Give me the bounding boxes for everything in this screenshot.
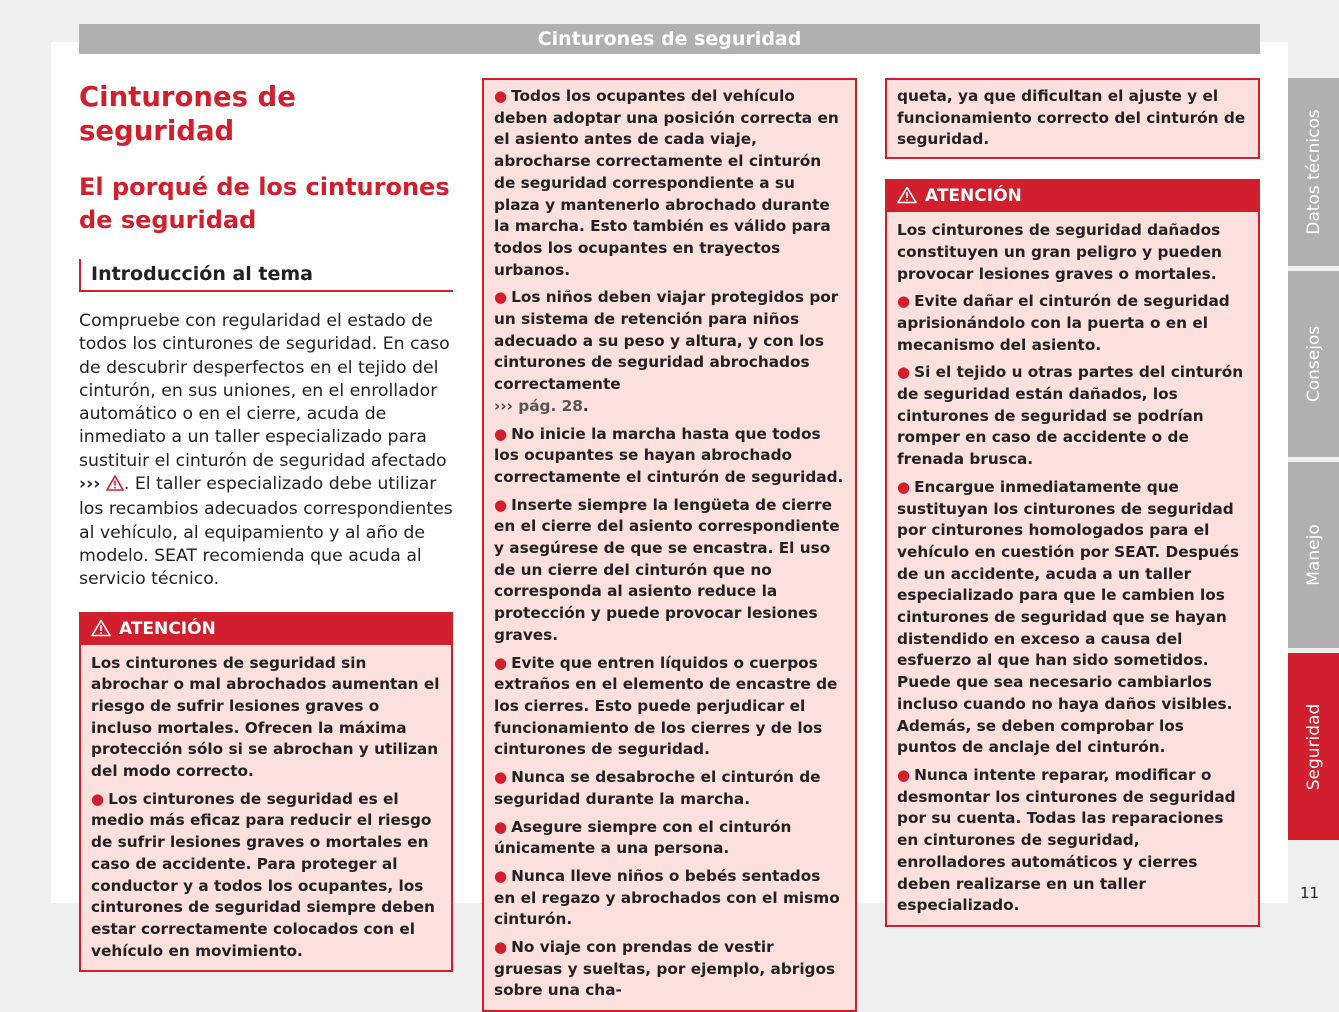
bullet-icon: ● [494,653,508,672]
warning-paragraph: Los cinturones de seguridad dañados constituyen un gran peligro y pueden provocar lesiones graves o mortales. [897,221,1222,283]
warning-bullet: ● Todos los ocupantes del vehículo deben adoptar una posición correcta en el asiento antes de cada viaje, abrocharse correctamente el cinturón de seguridad correspondiente a su plaza y mantenerlo abrochado durante la marcha. Esto también es válido para todos los ocupantes en trayectos urbanos. [494,87,839,279]
chapter-title: Cinturones de seguridad [79,81,296,147]
warning-box [885,179,1260,927]
warning-bullet: ● Nunca se desabroche el cinturón de seguridad durante la marcha. [494,768,821,808]
warning-box [79,612,453,973]
warning-bullet: ● Si el tejido u otras partes del cinturón de seguridad están dañados, los cinturones de seguridad se podrían romper en caso de accidente o de frenada brusca. [897,363,1244,469]
warning-bullet: ● Los cinturones de seguridad es el medio más eficaz para reducir el riesgo de sufrir lesiones graves o mortales en caso de accidente. Para proteger al conductor y a todos los ocupantes, los cinturones de seguridad siempre deben estar correctamente colocados con el vehículo en movimiento. [91,789,435,960]
warning-body [81,645,451,971]
warning-body [887,80,1258,157]
warning-bullet: ● Inserte siempre la lengüeta de cierre en el cierre del asiento correspondiente y asegúrese de que se encastra. El uso de un cierre del cinturón que no corresponda al asiento reduce la protección y puede provocar lesiones graves. [494,495,840,644]
bullet-icon: ● [494,817,508,836]
tab-seguridad[interactable]: Seguridad [1288,653,1339,840]
bullet-icon: ● [897,477,911,496]
warning-body [484,80,855,1010]
warning-label: ATENCIÓN [925,186,1022,207]
warning-label: ATENCIÓN [119,618,216,639]
warning-bullet: ● No inicie la marcha hasta que todos los ocupantes se hayan abrochado correctamente el cinturón de seguridad. [494,424,844,486]
subsection-heading: Introducción al tema [79,259,453,292]
warning-body [887,212,1258,925]
warning-box-continued [885,78,1260,159]
warning-bullet: ● Los niños deben viajar protegidos por un sistema de retención para niños adecuado a su peso y altura, y con los cinturones de seguridad abrochados correctamente ››› pág. 28. [494,288,839,415]
column-middle [482,78,857,1012]
cross-reference-arrows[interactable]: ››› [79,474,101,495]
tab-datos-tecnicos[interactable]: Datos técnicos [1288,78,1339,266]
warning-bullet: ● Nunca lleve niños o bebés sentados en el regazo y abrochados con el mismo cinturón. [494,866,840,929]
warning-bullet: ● Encargue inmediatamente que sustituyan los cinturones de seguridad por cinturones homologados para el vehículo en cuestión por SEAT. Después de un accidente, acuda a un taller especializado para que le cambien los cinturones de seguridad que se hayan distendido en exceso a causa del esfuerzo al que han sido sometidos. Puede que sea necesario cambiarlos incluso cuando no haya daños visibles. Además, se deben comprobar los puntos de anclaje del cinturón. [897,477,1240,757]
column-left [79,78,453,972]
warning-paragraph: Los cinturones de seguridad sin abrochar o mal abrochados aumentan el riesgo de sufrir lesiones graves o incluso mortales. Ofrecen la máxima protección sólo si se abrochan y utilizan del modo correcto. [91,653,440,781]
warning-bullet: ● No viaje con prendas de vestir gruesas y sueltas, por ejemplo, abrigos sobre una cha- [494,938,836,1000]
bullet-icon: ● [494,495,508,514]
warning-header [887,181,1258,212]
warning-bullet: ● Asegure siempre con el cinturón únicamente a una persona. [494,817,792,858]
warning-paragraph: queta, ya que dificultan el ajuste y el funcionamiento correcto del cinturón de seguridad. [897,87,1246,149]
bullet-icon: ● [91,789,105,808]
tab-manejo[interactable]: Manejo [1288,462,1339,648]
warning-triangle-icon [91,619,111,637]
intro-paragraph: Compruebe con regularidad el estado de todos los cinturones de seguridad. En caso de descubrir desperfectos en el tejido del cinturón, en sus uniones, en el enrollador automático o en el cierre, acuda de inmediato a un taller especializado para sustituir el cinturón de seguridad afectado ››› . El taller especializado debe utilizar los recambios adecuados correspondientes al vehículo, al equipamiento y al año de modelo. SEAT recomienda que acuda al servicio técnico. [79,311,453,590]
bullet-icon: ● [494,938,508,957]
column-right [885,78,1260,927]
page-header: Cinturones de seguridad [79,24,1260,54]
bullet-icon: ● [494,866,508,885]
warning-header [81,614,451,645]
warning-box-continued [482,78,857,1012]
page-reference-link[interactable]: ››› pág. 28 [494,396,583,415]
warning-bullet: ● Evite dañar el cinturón de seguridad aprisionándolo con la puerta o en el mecanismo del asiento. [897,292,1230,354]
warning-triangle-icon [897,186,917,204]
bullet-icon: ● [897,765,911,784]
bullet-icon: ● [897,363,911,382]
bullet-icon: ● [494,424,508,443]
warning-bullet: ● Evite que entren líquidos o cuerpos extraños en el elemento de encastre de los cierres. Esto puede perjudicar el funcionamiento de los cierres y de los cinturones de seguridad. [494,653,838,759]
bullet-icon: ● [494,768,508,787]
warning-bullet: ● Nunca intente reparar, modificar o desmontar los cinturones de seguridad por su cuenta. Todas las reparaciones en cinturones de seguridad, enrolladores automáticos y cierres deben realizarse en un taller especializado. [897,765,1236,915]
warning-triangle-icon [106,475,124,498]
page-number: 11 [1300,884,1320,902]
bullet-icon: ● [494,87,508,105]
tab-consejos[interactable]: Consejos [1288,271,1339,457]
section-title: El porqué de los cinturones de seguridad [79,173,450,234]
bullet-icon: ● [494,288,508,307]
bullet-icon: ● [897,292,911,311]
